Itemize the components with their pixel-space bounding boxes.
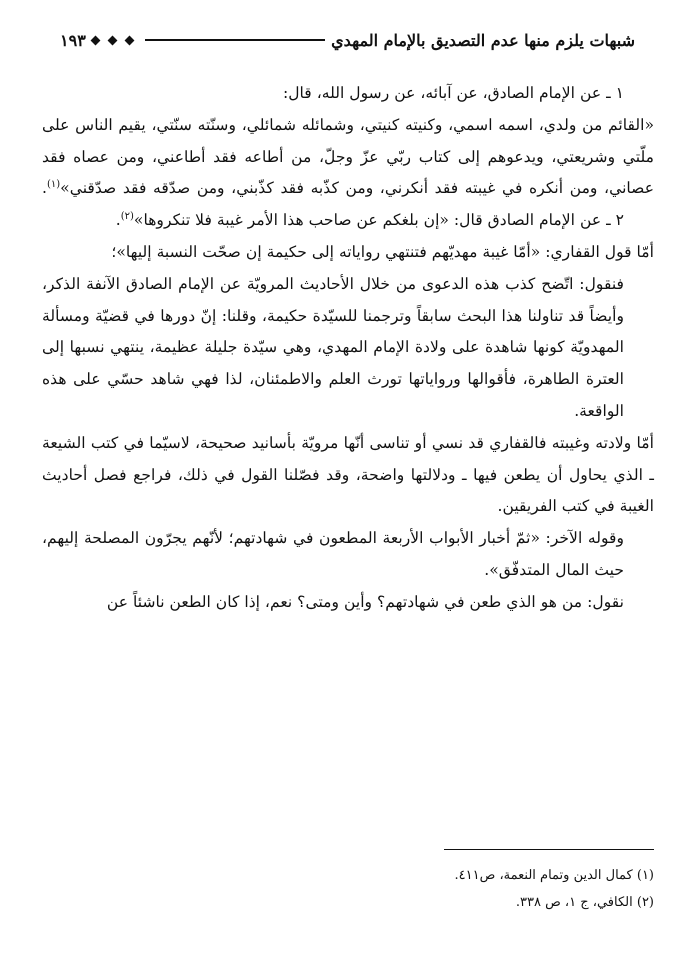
paragraph-8: نقول: من هو الذي طعن في شهادتهم؟ وأين ومتى؟ نعم، إذا كان الطعن ناشئاً عن <box>106 592 624 611</box>
paragraph-2: «القائم من ولدي، اسمه اسمي، وكنيته كنيتي، وشمائله شمائلي، وسنّته سنّتي، يقيم الناس على ملّتي وشريعتي، ويدعوهم إلى كتاب ربّي عزّ وجلّ، من أطاعه فقد أطاعني، ومن عصاه فقد عصاني، ومن أنكره في غيبته فقد أنكرني، ومن كذّبه فقد كذّبني، ومن صدّقه فقد صدّقني»$^{(١)}$. <box>42 115 654 198</box>
paragraph-1: ١ ـ عن الإمام الصادق، عن آبائه، عن رسول الله، قال: <box>282 84 624 102</box>
paragraph-7: وقوله الآخر: «ثمّ أخبار الأبواب الأربعة المطعون في شهادتهم؛ لأنّهم يجرّون المصلحة إليهم، حيث المال المتدفّق». <box>42 529 624 579</box>
page-number: ١٩٣ <box>60 30 86 50</box>
footnote-ref-2: (٢) <box>120 211 134 222</box>
running-header <box>60 26 635 54</box>
main-text <box>42 78 654 619</box>
header-title: شبهات يلزم منها عدم التصديق بالإمام المهدي <box>331 30 635 50</box>
footnote-separator <box>444 849 654 850</box>
diamond-ornament-icon <box>107 35 117 45</box>
footnote-ref-1: (١) <box>46 179 61 191</box>
paragraph-6: أمّا ولادته وغيبته فالقفاري قد نسي أو تناسى أنّها مرويّة بأسانيد صحيحة، لاسيّما في كتب الشيعة ـ الذي يحاول أن يطعن فيها ـ ودلالتها واضحة، وقد فصّلنا القول في ذلك، فراجع فصل أحاديث الغيبة في كتب الفريقين. <box>42 433 654 516</box>
header-rule <box>145 39 325 41</box>
paragraph-4: أمّا قول القفاري: «أمّا غيبة مهديّهم فتنتهي رواياته إلى حكيمة إن صحّت النسبة إليها»؛ <box>111 242 654 261</box>
diamond-ornament-icon <box>90 35 100 45</box>
diamond-ornament-icon <box>124 35 134 45</box>
footnote-2: (٢) الكافي، ج ١، ص ٣٣٨. <box>515 895 654 910</box>
paragraph-3: ٢ ـ عن الإمام الصادق قال: «إن بلغكم عن صاحب هذا الأمر غيبة فلا تنكروها»$^{(٢)}$. <box>115 211 624 230</box>
header-ornament <box>92 37 133 44</box>
footnote-1: (١) كمال الدين وتمام النعمة، ص٤١١. <box>454 868 654 883</box>
paragraph-5: فنقول: اتّضح كذب هذه الدعوى من خلال الأحاديث المرويّة عن الإمام الصادق الآنفة الذكر، وأيضاً قد تناولنا هذا البحث سابقاً وترجمنا للسيّدة حكيمة، وقلنا: إنّ دورها في قضيّة ومسألة المهدويّة كونها شاهدة على ولادة الإمام المهدي، وهي سيّدة جليلة عظيمة، ينتهي نسبها إلى العترة الطاهرة، فأقوالها ورواياتها تورث العلم والاطمئنان، لذا فهي شاهد حسّي على هذه الواقعة. <box>42 274 624 420</box>
footnotes <box>300 862 654 916</box>
